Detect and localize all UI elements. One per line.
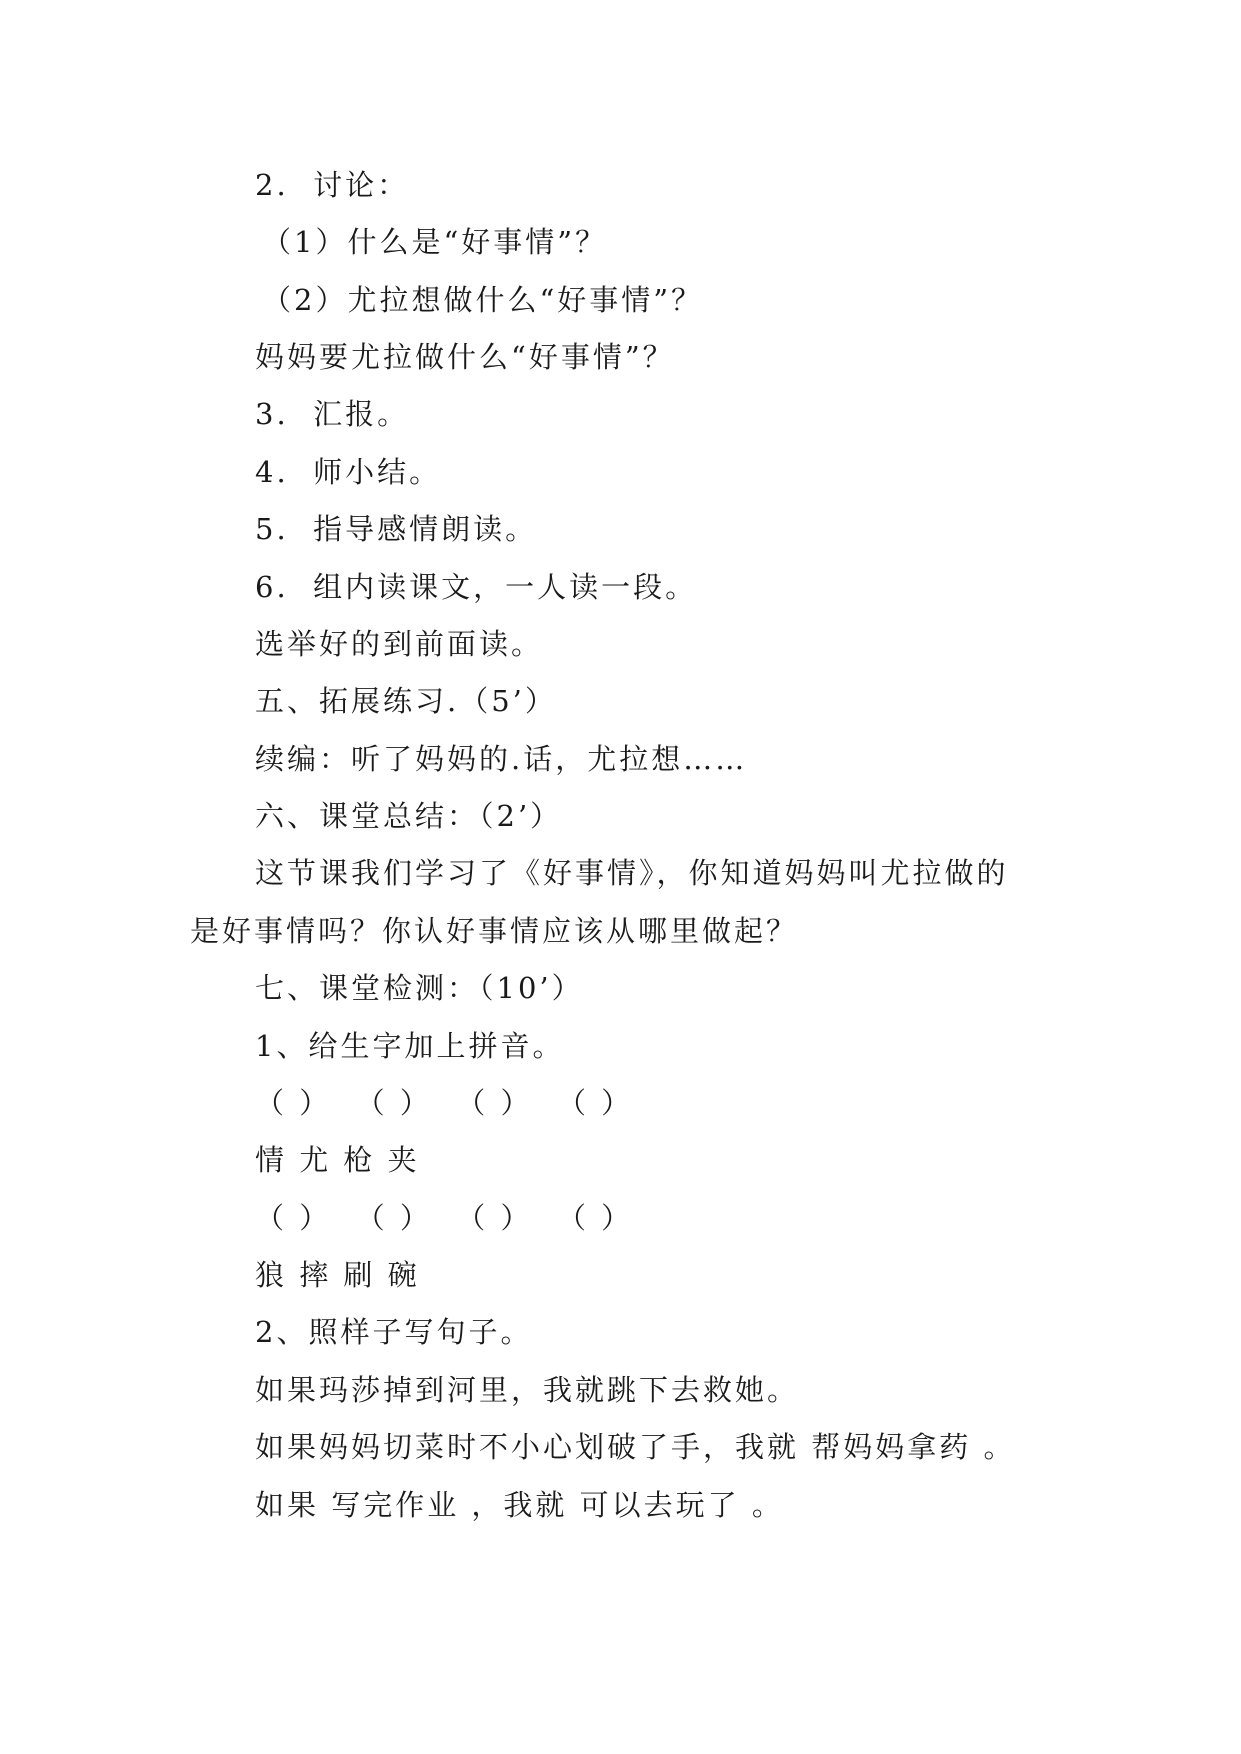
- text-line-sentence-answer-2: 如果 写完作业 ，我就 可以去玩了 。: [255, 1488, 784, 1522]
- text-line-characters-1: 情 尤 枪 夹: [255, 1143, 420, 1177]
- text-line-example-sentence: 如果玛莎掉到河里，我就跳下去救她。: [255, 1373, 800, 1407]
- text-line-select: 选举好的到前面读。: [255, 627, 544, 661]
- text-line-blanks-2: （ ） （ ） （ ） （ ）: [255, 1201, 634, 1235]
- section-heading-class-test: 七、课堂检测：（10’）: [255, 971, 584, 1005]
- section-heading-extension: 五、拓展练习.（5’）: [255, 684, 557, 718]
- text-line-group-reading: 6. 组内读课文，一人读一段。: [255, 570, 698, 604]
- text-line-question-1: （1）什么是“好事情”？: [262, 225, 608, 259]
- text-line-question-2b: 妈妈要尤拉做什么“好事情”？: [255, 340, 675, 374]
- text-line-pinyin-task: 1、给生字加上拼音。: [255, 1029, 565, 1063]
- text-line-discussion: 2. 讨论：: [255, 168, 410, 202]
- section-heading-class-summary: 六、课堂总结：（2’）: [255, 799, 563, 833]
- text-line-paragraph-end: 是好事情吗？你认好事情应该从哪里做起？: [190, 914, 799, 948]
- text-line-reading: 5. 指导感情朗读。: [255, 512, 538, 546]
- text-line-summary: 4. 师小结。: [255, 455, 442, 489]
- text-line-report: 3. 汇报。: [255, 397, 410, 431]
- text-line-paragraph-start: 这节课我们学习了《好事情》，你知道妈妈叫尤拉做的: [255, 856, 1009, 890]
- text-line-sentence-task: 2、照样子写句子。: [255, 1315, 533, 1349]
- text-line-sentence-answer-1: 如果妈妈切菜时不小心划破了手，我就 帮妈妈拿药 。: [255, 1430, 1016, 1464]
- text-line-question-2: （2）尤拉想做什么“好事情”？: [262, 283, 704, 317]
- text-line-blanks-1: （ ） （ ） （ ） （ ）: [255, 1086, 634, 1120]
- text-line-continue: 续编：听了妈妈的.话，尤拉想……: [255, 742, 748, 776]
- text-line-characters-2: 狼 摔 刷 碗: [255, 1258, 420, 1292]
